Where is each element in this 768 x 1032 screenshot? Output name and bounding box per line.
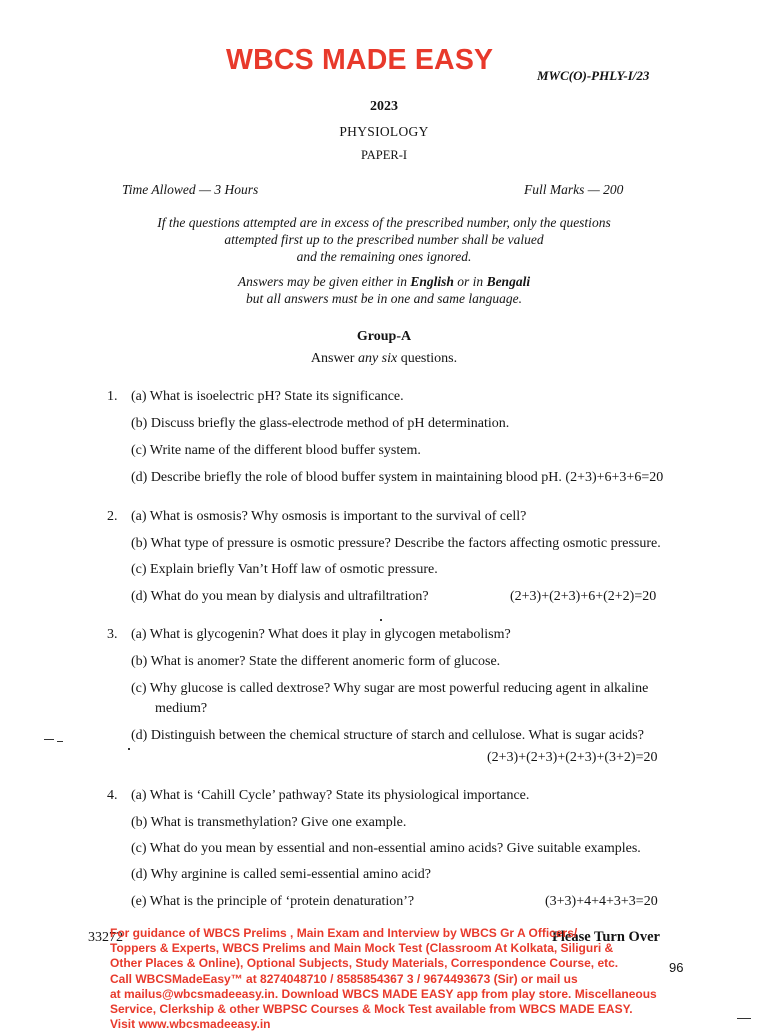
question-marks: (2+3)+(2+3)+6+(2+2)=20 (510, 589, 657, 604)
question-part: (b) What type of pressure is osmotic pressure? Describe the factors affecting osmotic pressure. (131, 536, 661, 551)
question-part: (d) Describe briefly the role of blood buffer system in maintaining blood pH. (2+3)+6+3+6=20 (131, 470, 664, 485)
question-part: (d) Why arginine is called semi-essential amino acid? (131, 867, 431, 882)
group-title: Group-A (356, 329, 412, 344)
scan-mark (44, 739, 54, 740)
promo-line: Call WBCSMadeEasy™ at 8274048710 / 8585854367 3 / 9674493673 (Sir) or mail us (110, 971, 578, 986)
question-number: 1. (107, 389, 118, 404)
question-number: 2. (107, 509, 118, 524)
language-pre: Answers may be given either in (237, 274, 411, 289)
question-part: (c) Write name of the different blood buffer system. (131, 443, 421, 458)
scan-mark (737, 1018, 751, 1019)
please-turn-over: Please Turn Over (552, 929, 660, 945)
instruction-line-3: and the remaining ones ignored. (296, 249, 472, 264)
scan-mark (380, 619, 382, 621)
answer-italic: any six (357, 351, 398, 366)
question-part-continued: medium? (155, 701, 208, 716)
question-part: (d) Distinguish between the chemical structure of starch and cellulose. What is sugar acids? (131, 728, 644, 743)
question-marks: (3+3)+4+4+3+3=20 (545, 894, 658, 909)
exam-year: 2023 (370, 99, 398, 114)
language-bengali: Bengali (486, 274, 531, 289)
promo-link[interactable]: Visit www.wbcsmadeeasy.in (110, 1017, 271, 1032)
question-part: (c) Why glucose is called dextrose? Why sugar are most powerful reducing agent in alkaline (131, 681, 649, 696)
paper-title: PAPER-I (360, 148, 408, 162)
time-allowed: Time Allowed — 3 Hours (122, 182, 259, 197)
question-number: 4. (107, 788, 118, 803)
question-part: (c) Explain briefly Van’t Hoff law of osmotic pressure. (131, 562, 438, 577)
promo-line: For guidance of WBCS Prelims , Main Exam and Interview by WBCS Gr A Officers/ (110, 926, 578, 940)
promo-line: Other Places & Online), Optional Subjects, Study Materials, Correspondence Course, etc. (110, 956, 619, 971)
language-instruction-2: but all answers must be in one and same language. (246, 291, 522, 306)
promo-watermark (110, 926, 657, 1032)
brand-title: WBCS MADE EASY (226, 44, 494, 76)
scan-mark (57, 741, 63, 742)
answer-instruction (0, 351, 768, 367)
language-english: English (410, 274, 454, 289)
page-number: 96 (669, 960, 684, 975)
question-marks: (2+3)+(2+3)+(2+3)+(3+2)=20 (487, 750, 658, 765)
question-part: (a) What is osmosis? Why osmosis is important to the survival of cell? (131, 509, 527, 524)
question-part: (c) What do you mean by essential and non-essential amino acids? Give suitable examples. (131, 841, 641, 856)
question-part: (b) Discuss briefly the glass-electrode method of pH determination. (131, 416, 510, 431)
language-instruction-1 (0, 273, 768, 290)
promo-line: Service, Clerkship & other WBPSC Courses & Mock Test available from WBCS MADE EASY. (110, 1002, 633, 1017)
promo-line: at mailus@wbcsmadeeasy.in. Download WBCS MADE EASY app from play store. Miscellaneous (110, 986, 657, 1001)
paper-code: MWC(O)-PHLY-I/23 (537, 68, 650, 83)
question-part: (b) What is anomer? State the different anomeric form of glucose. (131, 654, 501, 669)
answer-post: questions. (397, 351, 458, 366)
question-part: (b) What is transmethylation? Give one example. (131, 815, 407, 830)
answer-pre: Answer (310, 351, 358, 366)
question-part: (a) What is glycogenin? What does it play in glycogen metabolism? (131, 627, 511, 642)
scan-mark (128, 748, 130, 750)
instruction-line-2: attempted first up to the prescribed number shall be valued (224, 232, 544, 247)
subject-title: PHYSIOLOGY (339, 124, 429, 139)
promo-line: Toppers & Experts, WBCS Prelims and Main Mock Test (Classroom At Kolkata, Siliguri & (110, 941, 614, 956)
question-part: (a) What is isoelectric pH? State its significance. (131, 389, 404, 404)
question-part: (a) What is ‘Cahill Cycle’ pathway? State its physiological importance. (131, 788, 530, 803)
page-code: 33272 (88, 930, 123, 945)
instruction-line-1: If the questions attempted are in excess of the prescribed number, only the questions (157, 215, 611, 230)
question-number: 3. (107, 627, 118, 642)
question-part: (e) What is the principle of ‘protein denaturation’? (131, 894, 415, 909)
language-mid: or in (453, 274, 487, 289)
full-marks: Full Marks — 200 (524, 182, 624, 197)
question-part: (d) What do you mean by dialysis and ultrafiltration? (131, 589, 429, 604)
